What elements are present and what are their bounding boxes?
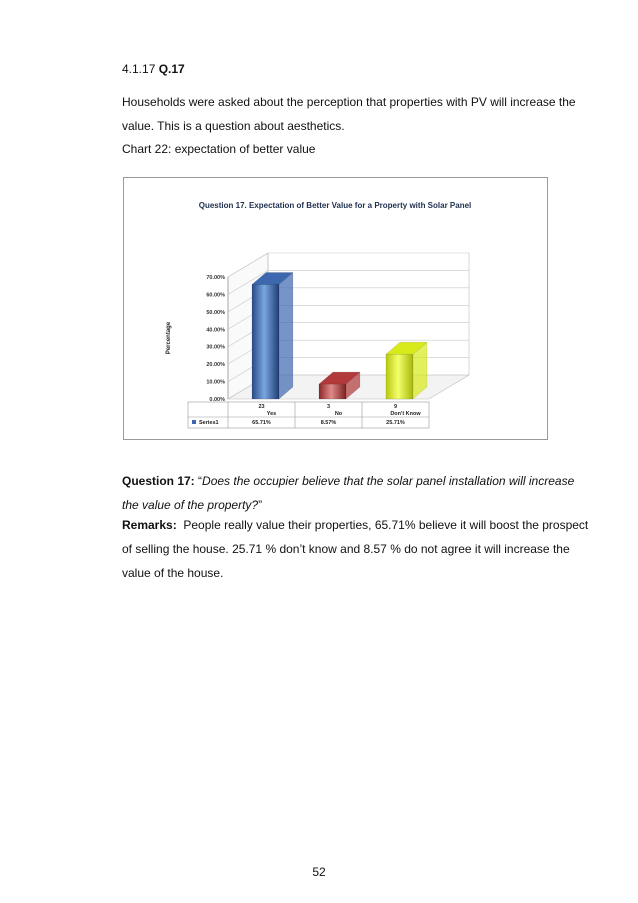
bar-front [319,384,346,399]
intro-paragraph: Households were asked about the perception that properties with PV will increase the value. This is a question about aesthetics. [122,95,576,133]
category-label: No [334,411,343,417]
data-label: 25.71% [386,420,405,426]
remarks-text: People really value their properties, 65.71% believe it will boost the prospect of selling the house. 25.71 % don’t know and 8.57 % do not agree it will increase the value of the house. [122,518,589,580]
bar-side [279,272,293,399]
bar-front [252,284,279,399]
question-label: Question 17: [122,474,195,488]
chart-frame [123,177,548,440]
section-heading [122,62,185,76]
question-close-quote: ” [258,498,263,512]
chart-caption: Chart 22: expectation of better value [122,142,316,156]
y-tick-labels [206,275,225,403]
count-label: 23 [258,404,265,410]
bar-don-t-know [386,342,427,399]
chart-data-table [188,402,429,428]
bar-chart [124,178,547,439]
y-tick-label: 20.00% [206,362,225,369]
y-tick-label: 60.00% [206,292,225,299]
count-label: 9 [393,404,398,410]
y-tick-label: 70.00% [206,275,225,281]
bar-yes [252,272,293,399]
question-text: Does the occupier believe that the solar panel installation will increase the value of the property? [122,474,575,512]
legend-series-name: Series1 [199,420,219,426]
data-label: 8.57% [320,420,337,426]
chart-bars [252,272,427,399]
y-axis-label: Percentage [166,321,172,355]
y-tick-label: 40.00% [206,327,225,334]
count-label: 3 [326,404,331,410]
page-number: 52 [312,865,326,879]
section-title: Q.17 [158,62,185,76]
category-label: Yes [266,411,277,417]
chart-title: Question 17. Expectation of Better Value for a Property with Solar Panel [198,201,472,210]
y-tick-label: 0.00% [209,397,225,403]
bar-front [386,354,413,399]
legend-swatch [192,420,196,424]
section-number: 4.1.17 [122,62,156,76]
data-label: 65.71% [252,420,271,426]
y-tick-label: 30.00% [206,344,225,351]
y-tick-label: 10.00% [206,379,225,386]
remarks-paragraph [122,513,592,585]
question-paragraph [122,469,592,517]
remarks-label: Remarks: [122,518,177,532]
question-open-quote: “ [198,474,203,488]
category-label: Don't Know [390,411,421,417]
y-tick-label: 50.00% [206,309,225,316]
